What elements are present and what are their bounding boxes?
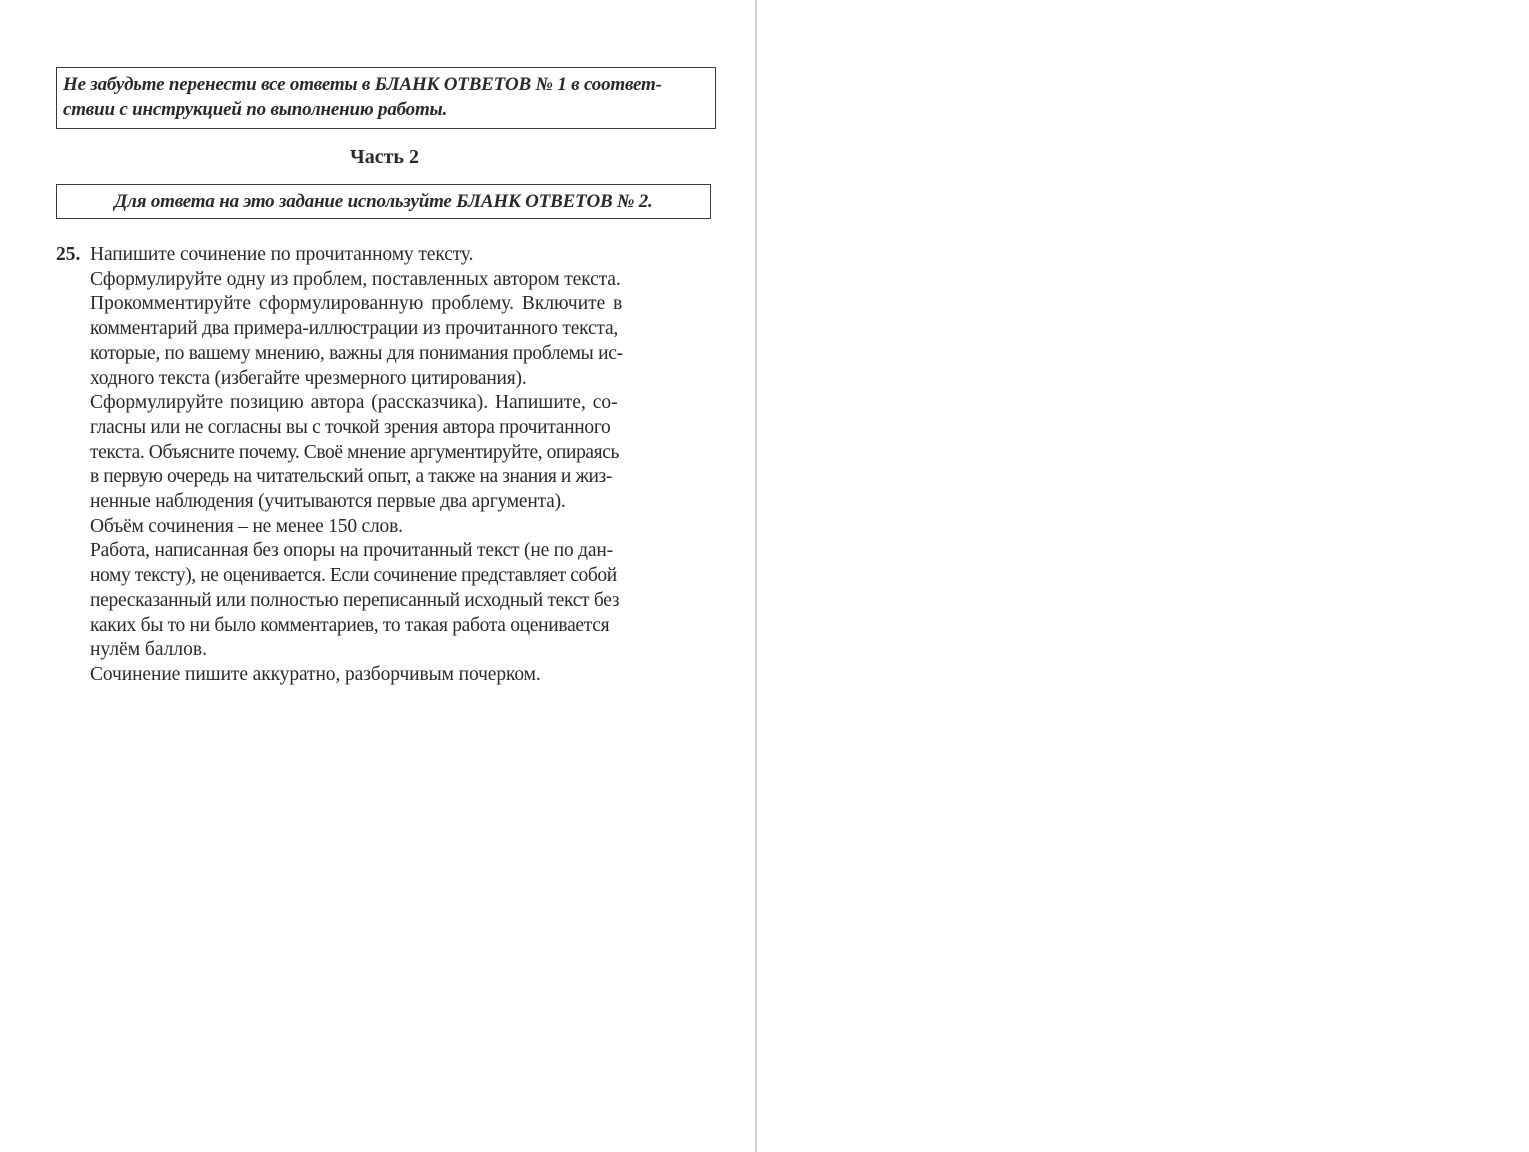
task-line: гласны или не согласны вы с точкой зрения автора прочитанного: [90, 416, 611, 438]
task-line: Работа, написанная без опоры на прочитанный текст (не по дан-: [90, 540, 613, 562]
notice-line: Не забудьте перенести все ответы в БЛАНК ОТВЕТОВ № 1 в соответ-: [63, 74, 662, 95]
task-line: пересказанный или полностью переписанный исходный текст без: [90, 589, 620, 611]
task-line: комментарий два примера-иллюстрации из прочитанного текста,: [90, 318, 619, 340]
notice-box: [56, 67, 716, 129]
task-line: ходного текста (избегайте чрезмерного цитирования).: [90, 367, 527, 389]
task-line: Сочинение пишите аккуратно, разборчивым почерком.: [90, 663, 541, 685]
task-line: в первую очередь на читательский опыт, а также на знания и жиз-: [90, 466, 612, 488]
task-line: Объём сочинения – не менее 150 слов.: [90, 515, 403, 537]
task-line: Сформулируйте одну из проблем, поставленных автором текста.: [90, 268, 621, 290]
task-line: Напишите сочинение по прочитанному тексту.: [90, 244, 474, 265]
task-line: которые, по вашему мнению, важны для понимания проблемы ис-: [90, 342, 623, 364]
task-line: ненные наблюдения (учитываются первые два аргумента).: [90, 491, 566, 513]
notice-line: ствии с инструкцией по выполнению работы.: [63, 99, 448, 120]
part-heading: Часть 2: [350, 146, 419, 168]
task-body: [90, 243, 714, 688]
task-number: 25.: [56, 244, 81, 265]
task-line: Прокомментируйте сформулированную проблему. Включите в: [90, 293, 623, 315]
page-divider: [755, 0, 757, 1152]
answer-instruction-box: Для ответа на это задание используйте БЛАНК ОТВЕТОВ № 2.: [56, 184, 711, 219]
task-line: каких бы то ни было комментариев, то такая работа оценивается: [90, 614, 610, 636]
left-page: [0, 0, 755, 1152]
task-line: нулём баллов.: [90, 639, 207, 661]
task-line: ному тексту), не оценивается. Если сочинение представляет собой: [90, 565, 617, 587]
task-line: Сформулируйте позицию автора (рассказчика). Напишите, со-: [90, 392, 618, 414]
task-line: текста. Объясните почему. Своё мнение аргументируйте, опираясь: [90, 441, 619, 463]
